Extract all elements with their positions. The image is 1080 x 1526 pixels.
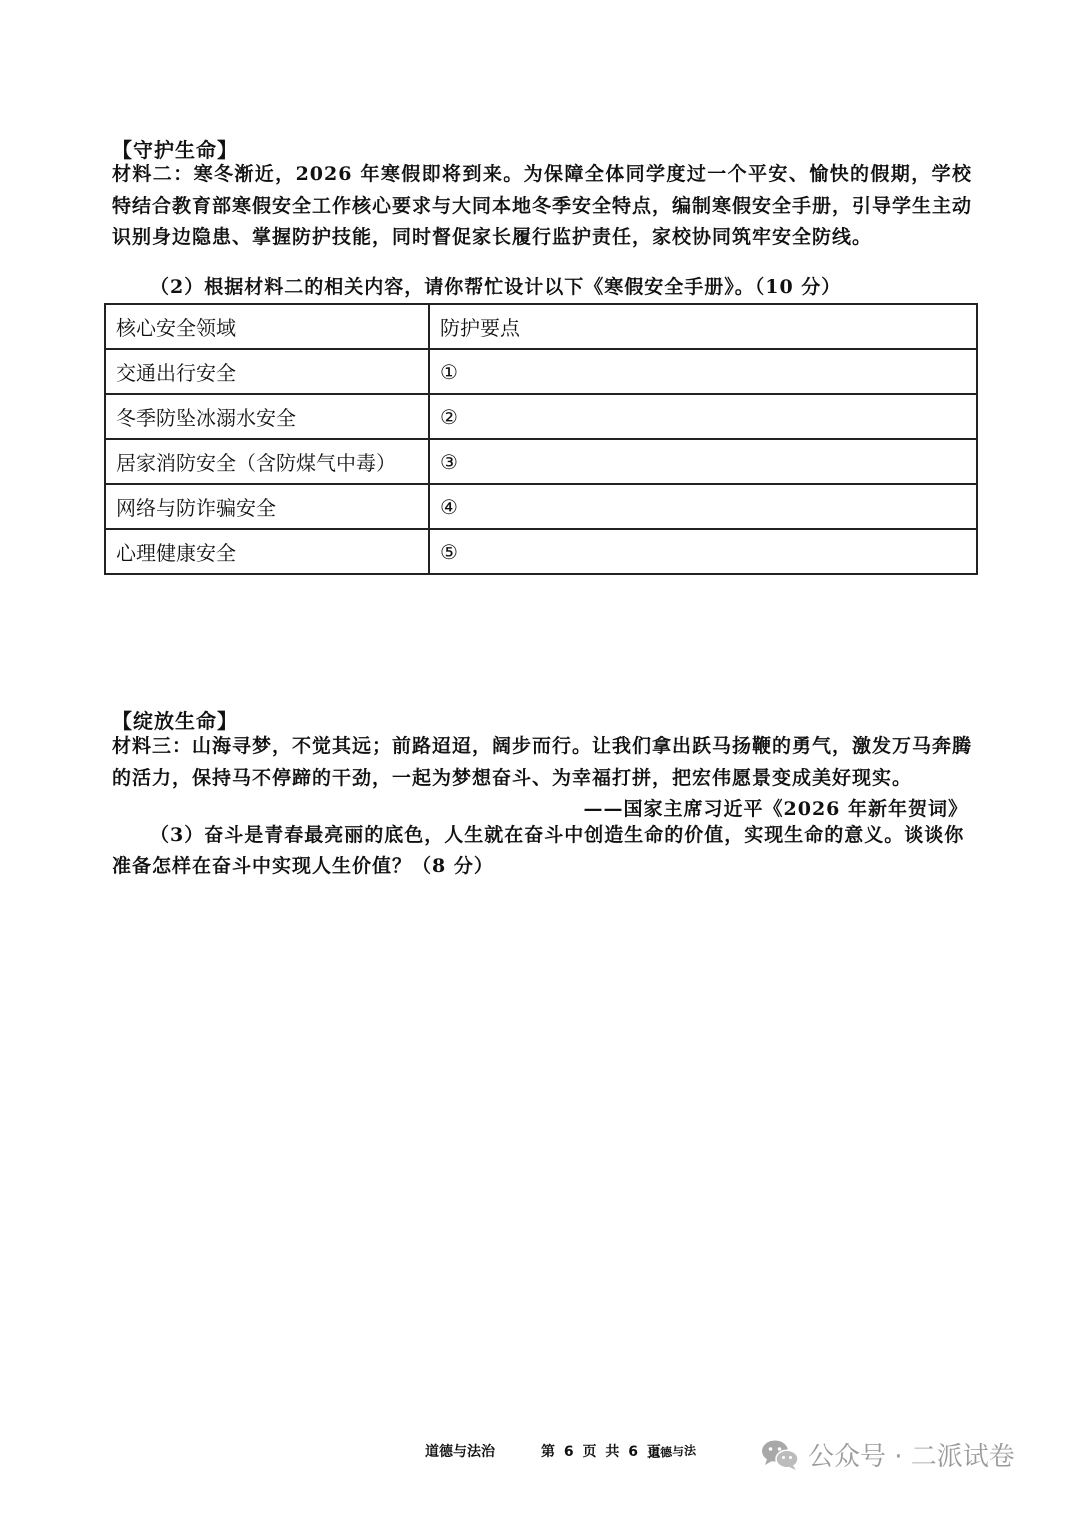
table-row (105, 439, 977, 484)
question-3: （3）奋斗是青春最亮丽的底色，人生就在奋斗中创造生命的价值，实现生命的意义。谈谈你准备怎样在奋斗中实现人生价值？（8 分） (112, 824, 965, 877)
table-row (105, 394, 977, 439)
table-cell-domain: 网络与防诈骗安全 (105, 484, 429, 529)
table-cell-domain: 心理健康安全 (105, 529, 429, 574)
table-row (105, 349, 977, 394)
material-three-text: 材料三：山海寻梦，不觉其远；前路迢迢，阔步而行。让我们拿出跃马扬鞭的勇气，激发万马奔腾的活力，保持马不停蹄的干劲，一起为梦想奋斗、为幸福打拼，把宏伟愿景变成美好现实。 (112, 735, 973, 789)
watermark-text: 公众号 · 二派试卷 (808, 1442, 1015, 1472)
table-cell-answer-blank: ③ (429, 439, 977, 484)
table-cell-domain: 居家消防安全（含防煤气中毒） (105, 439, 429, 484)
material-two-text: 材料二：寒冬渐近，2026 年寒假即将到来。为保障全体同学度过一个平安、愉快的假期，学校特结合教育部寒假安全工作核心要求与大同本地冬季安全特点，编制寒假安全手册，引导学生主动识别身边隐患、掌握防护技能，同时督促家长履行监护责任，家校协同筑牢安全防线。 (112, 163, 973, 248)
question-2: （2）根据材料二的相关内容，请你帮忙设计以下《寒假安全手册》。（10 分） (150, 276, 842, 298)
section-heading-bloom-life: 【绽放生命】 (112, 709, 238, 733)
table-row (105, 484, 977, 529)
table-header-row (105, 304, 977, 349)
table-cell-answer-blank: ⑤ (429, 529, 977, 574)
footer-subject: 道德与法治 (425, 1444, 495, 1460)
wechat-watermark (760, 1436, 1015, 1473)
table-cell-domain: 交通出行安全 (105, 349, 429, 394)
quote-attribution: ——国家主席习近平《2026 年新年贺词》 (583, 798, 968, 820)
table-header-cell: 核心安全领域 (105, 304, 429, 349)
table-cell-answer-blank: ④ (429, 484, 977, 529)
table-cell-domain: 冬季防坠冰溺水安全 (105, 394, 429, 439)
table-cell-answer-blank: ② (429, 394, 977, 439)
table-header-cell: 防护要点 (429, 304, 977, 349)
table-row (105, 529, 977, 574)
table-cell-answer-blank: ① (429, 349, 977, 394)
wechat-icon (760, 1438, 800, 1472)
footer-page-number: 第 6 页 共 6 页 (541, 1444, 663, 1460)
footer-stamp: 道德与法 (647, 1443, 697, 1461)
section-heading-protect-life: 【守护生命】 (112, 138, 238, 162)
safety-handbook-table (104, 303, 978, 575)
